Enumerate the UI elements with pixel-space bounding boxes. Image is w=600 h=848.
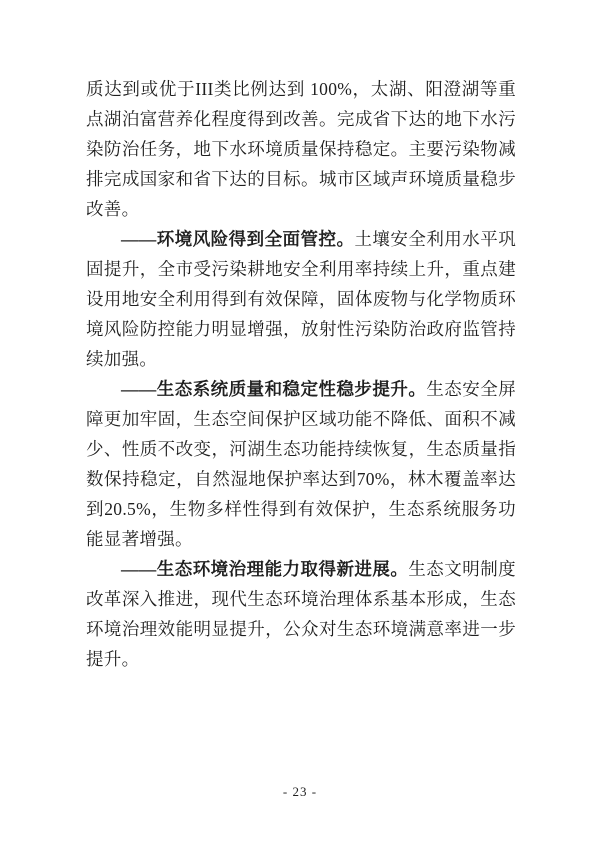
page-number: - 23 - xyxy=(282,784,318,799)
paragraph-text: 生态文明制度改革深入推进，现代生态环境治理体系基本形成，生态环境治理效能明显提升，公众对生态环境满意率进一步提升。 xyxy=(86,559,516,669)
paragraph xyxy=(86,74,516,224)
paragraph-lead: ——生态环境治理能力取得新进展。 xyxy=(121,559,409,579)
document-body xyxy=(86,74,516,674)
paragraph-text: 质达到或优于III类比例达到 100%，太湖、阳澄湖等重点湖泊富营养化程度得到改善。完成省下达的地下水污染防治任务，地下水环境质量保持稳定。主要污染物减排完成国家和省下达的目标。城市区域声环境质量稳步改善。 xyxy=(86,79,516,219)
paragraph xyxy=(86,374,516,554)
paragraph-text: 生态安全屏障更加牢固，生态空间保护区域功能不降低、面积不减少、性质不改变，河湖生态功能持续恢复，生态质量指数保持稳定，自然湿地保护率达到70%，林木覆盖率达到20.5%，生物多样性得到有效保护，生态系统服务功能显著增强。 xyxy=(86,379,516,549)
paragraph-text: 土壤安全利用水平巩固提升，全市受污染耕地安全利用率持续上升，重点建设用地安全利用得到有效保障，固体废物与化学物质环境风险防控能力明显增强，放射性污染防治政府监管持续加强。 xyxy=(86,229,516,369)
paragraph xyxy=(86,224,516,374)
paragraph-lead: ——生态系统质量和稳定性稳步提升。 xyxy=(121,379,427,399)
paragraph-lead: ——环境风险得到全面管控。 xyxy=(121,229,355,249)
paragraph xyxy=(86,554,516,674)
